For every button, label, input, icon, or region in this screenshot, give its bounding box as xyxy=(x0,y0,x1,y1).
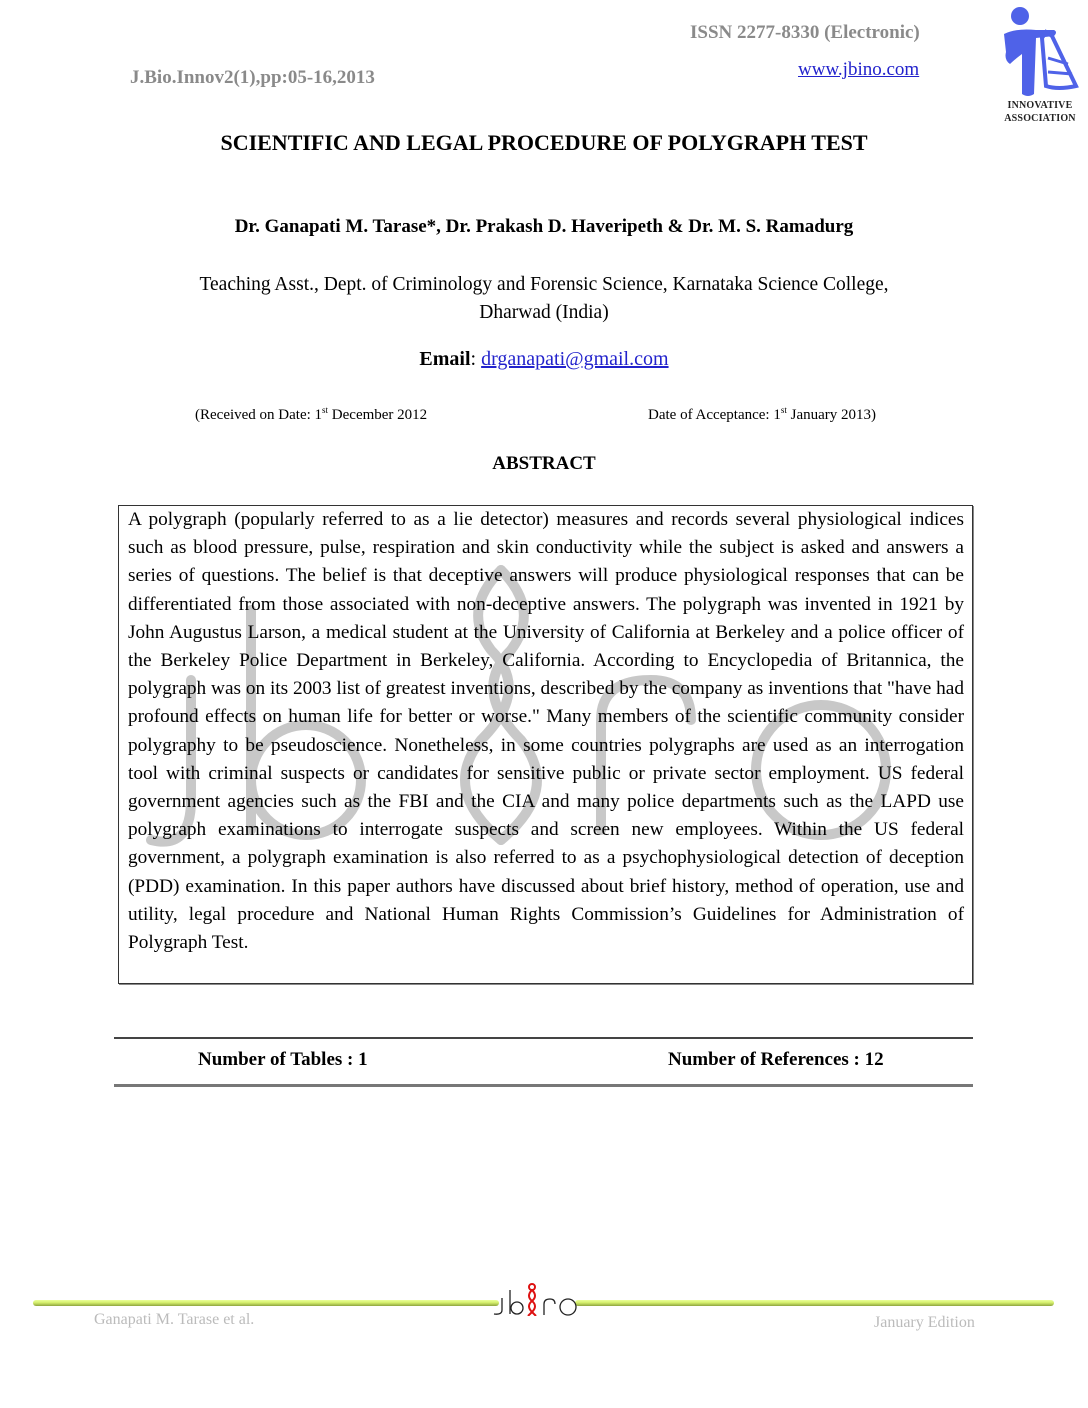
footer-bar-right xyxy=(575,1300,1054,1306)
footer-author: Ganapati M. Tarase et al. xyxy=(94,1311,255,1328)
number-of-tables: Number of Tables : 1 xyxy=(198,1049,368,1070)
received-date xyxy=(195,405,427,424)
logo-text-line2: ASSOCIATION xyxy=(1004,113,1076,124)
affiliation-line1: Teaching Asst., Dept. of Criminology and Forensic Science, Karnataka Science College, xyxy=(199,274,889,295)
paper-title: SCIENTIFIC AND LEGAL PROCEDURE OF POLYGRAPH TEST xyxy=(220,130,868,155)
jbino-footer-logo-icon xyxy=(488,1282,584,1316)
email-row xyxy=(0,348,1088,371)
acceptance-date xyxy=(648,405,876,424)
footer-edition: January Edition xyxy=(874,1314,975,1331)
email-label: Email xyxy=(419,348,471,370)
email-separator: : xyxy=(470,348,482,370)
issn: ISSN 2277-8330 (Electronic) xyxy=(690,22,920,43)
received-sup: st xyxy=(322,405,329,415)
email-link[interactable]: drganapati@gmail.com xyxy=(481,348,669,370)
divider-bottom xyxy=(114,1084,973,1087)
divider-top xyxy=(114,1037,973,1039)
abstract-box xyxy=(118,505,973,984)
website-link[interactable]: www.jbino.com xyxy=(798,59,920,80)
number-of-references: Number of References : 12 xyxy=(668,1049,884,1070)
received-suffix: December 2012 xyxy=(328,407,428,423)
innovative-association-logo-icon xyxy=(996,2,1084,128)
accepted-sup: st xyxy=(780,405,787,415)
accepted-suffix: January 2013) xyxy=(786,407,877,423)
footer-bar-left xyxy=(33,1300,499,1306)
logo-text-line1: INNOVATIVE xyxy=(1007,100,1073,111)
accepted-prefix: Date of Acceptance: 1 xyxy=(648,407,781,423)
abstract-heading: ABSTRACT xyxy=(492,453,596,474)
paper-authors: Dr. Ganapati M. Tarase*, Dr. Prakash D. Haveripeth & Dr. M. S. Ramadurg xyxy=(234,216,854,237)
received-prefix: (Received on Date: 1 xyxy=(195,407,323,423)
affiliation xyxy=(150,271,938,327)
affiliation-line2: Dharwad (India) xyxy=(479,302,609,323)
journal-reference: J.Bio.Innov2(1),pp:05-16,2013 xyxy=(130,67,375,88)
abstract-text: A polygraph (popularly referred to as a lie detector) measures and records several physiological indices such as blood pressure, pulse, respiration and skin conductivity while the subject is asked and answers a series of questions. The belief is that deceptive answers will produce physiological responses that can be differentiated from those associated with non-deceptive answers. The polygraph was invented in 1921 by John Augustus Larson, a medical student at the University of California at Berkeley and a police officer of the Berkeley Police Department in Berkeley, California. According to Encyclopedia of Britannica, the polygraph was on its 2003 list of greatest inventions, described by the company as inventions that "have had profound effects on human life for better or worse." Many members of the scientific community consider polygraphy to be pseudoscience. Nonetheless, in some countries polygraphs are used as an interrogation tool with criminal suspects or candidates for sensitive public or private sector employment. US federal government agencies such as the FBI and the CIA and many police departments such as the LAPD use polygraph examinations to interrogate suspects and screen new employees. Within the US federal government, a polygraph examination is also referred to as a psychophysiological detection of deception (PDD) examination. In this paper authors have discussed about brief history, method of operation, use and utility, legal procedure and National Human Rights Commission’s Guidelines for Administration of Polygraph Test. xyxy=(128,509,964,954)
logo-figure-icon xyxy=(996,2,1084,102)
